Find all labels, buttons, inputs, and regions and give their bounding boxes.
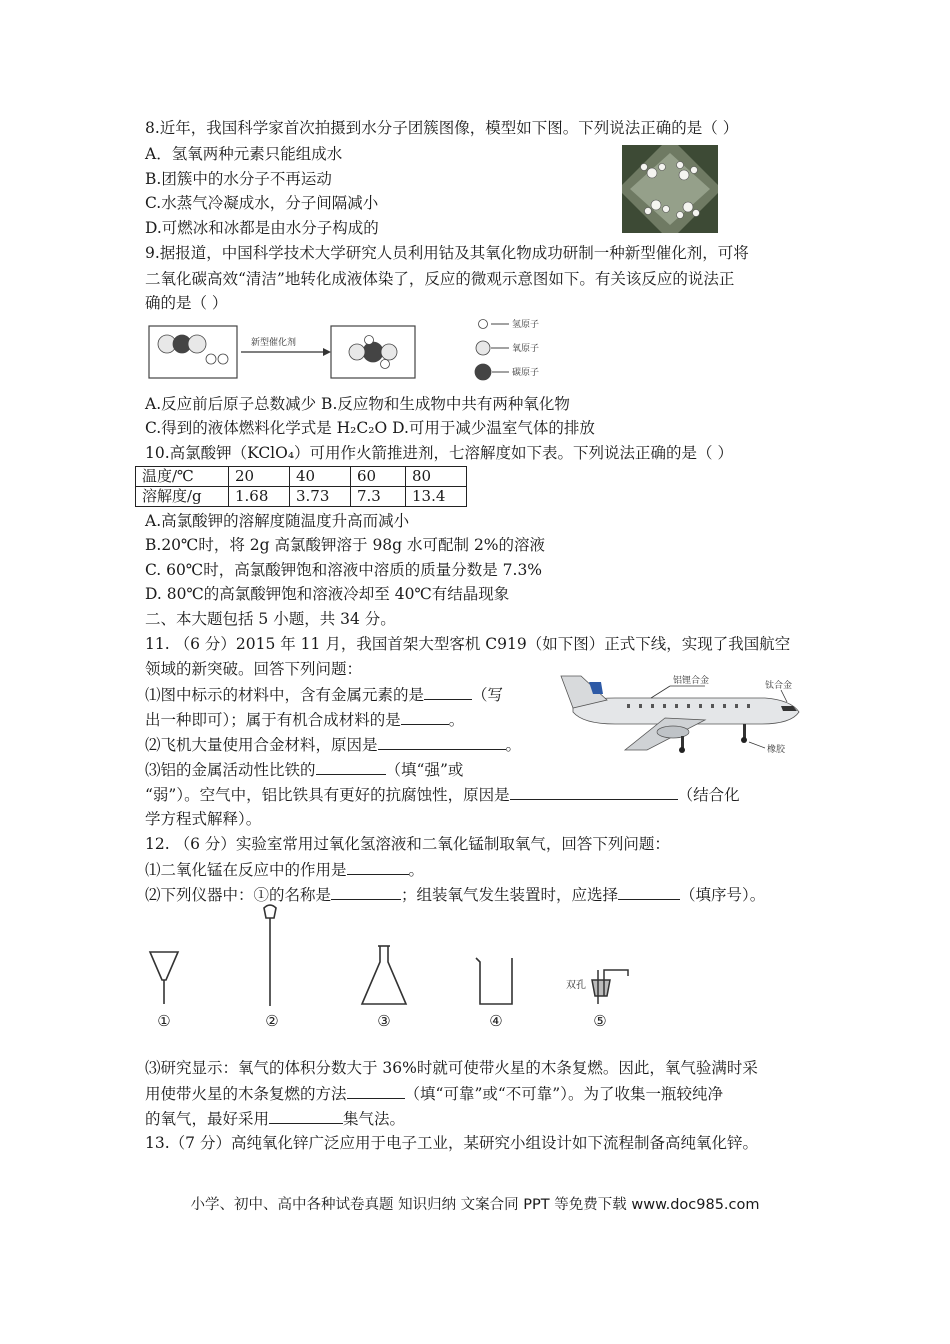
apparatus-num-5: ⑤ bbox=[593, 1012, 607, 1030]
c919-airplane-image bbox=[555, 668, 805, 758]
q11-q1-text2: 出一种即可）；属于有机合成材料的是 bbox=[145, 711, 401, 729]
water-cluster-image bbox=[622, 145, 718, 233]
catalyst-label: 新型催化剂 bbox=[251, 338, 297, 348]
table-row bbox=[136, 467, 467, 487]
solubility-table bbox=[135, 466, 467, 507]
q12-q3-text2: 的氧气，最好采用 bbox=[145, 1110, 270, 1128]
q9-stem-line1: 9.据报道，中国科学技术大学研究人员利用钴及其氧化物成功研制一种新型催化剂，可将 bbox=[145, 244, 749, 262]
q11-line8: 学方程式解释）。 bbox=[145, 810, 262, 828]
stopper-label: 双孔 bbox=[566, 980, 586, 991]
q12-q2-text: ⑵下列仪器中：①的名称是 bbox=[145, 886, 332, 904]
answer-blank[interactable] bbox=[347, 859, 409, 875]
two-hole-stopper-icon bbox=[592, 970, 628, 1004]
table-cell: 80 bbox=[406, 467, 467, 487]
apparatus-num-1: ① bbox=[157, 1012, 171, 1030]
q9-stem-line2: 二氧化碳高效“清洁”地转化成液体染了，反应的微观示意图如下。有关该反应的说法正 bbox=[145, 270, 735, 288]
label-al-li-alloy: 铝锂合金 bbox=[673, 676, 710, 686]
q8-stem: 8.近年，我国科学家首次拍摄到水分子团簇图像，模型如下图。下列说法正确的是（ ） bbox=[145, 119, 739, 137]
q8-option-a: A．氢氧两种元素只能组成水 bbox=[145, 145, 343, 163]
legend-carbon: 碳原子 bbox=[512, 368, 540, 378]
table-row bbox=[136, 487, 467, 507]
q12-line4: ⑶研究显示：氧气的体积分数大于 36%时就可使带火星的木条复燃。因此，氧气验满时采 bbox=[145, 1059, 758, 1077]
funnel-icon bbox=[150, 952, 178, 1004]
legend-oxygen: 氧原子 bbox=[512, 344, 540, 354]
q10-option-a: A.高氯酸钾的溶解度随温度升高而减小 bbox=[145, 512, 410, 530]
q10-option-b: B.20℃时，将 2g 高氯酸钾溶于 98g 水可配制 2%的溶液 bbox=[145, 536, 546, 554]
apparatus-num-4: ④ bbox=[489, 1012, 503, 1030]
q10-stem: 10.高氯酸钾（KClO₄）可用作火箭推进剂，七溶解度如下表。下列说法正确的是（ ） bbox=[145, 444, 733, 462]
answer-blank[interactable] bbox=[316, 759, 386, 775]
q11-line6 bbox=[145, 759, 463, 780]
lab-apparatus-image bbox=[140, 900, 640, 1040]
q12-line1: 12. （6 分）实验室常用过氧化氢溶液和二氧化锰制取氧气，回答下列问题： bbox=[145, 835, 670, 853]
q11-line7 bbox=[145, 784, 740, 805]
q11-q2-text: ⑵飞机大量使用合金材料，原因是 bbox=[145, 736, 378, 754]
reaction-diagram bbox=[145, 312, 565, 384]
q8-option-b: B.团簇中的水分子不再运动 bbox=[145, 170, 332, 188]
q13-line1: 13.（7 分）高纯氧化锌广泛应用于电子工业，某研究小组设计如下流程制备高纯氧化锌。 bbox=[145, 1134, 758, 1152]
q12-q2-text2: ；组装氧气发生装置时，应选择 bbox=[401, 886, 619, 904]
q11-q3-note: （填“强”或 bbox=[385, 761, 464, 779]
answer-blank[interactable] bbox=[510, 784, 678, 800]
section-two-heading: 二、本大题包括 5 小题，共 34 分。 bbox=[145, 610, 396, 628]
q8-option-d: D.可燃冰和冰都是由水分子构成的 bbox=[145, 219, 379, 237]
q12-q3-note: （填“可靠”或“不可靠”）。为了收集一瓶较纯净 bbox=[404, 1085, 723, 1103]
table-cell: 20 bbox=[229, 467, 290, 487]
label-rubber: 橡胶 bbox=[767, 745, 786, 755]
q11-q1-end: 。 bbox=[448, 711, 465, 729]
q11-q2-end: 。 bbox=[505, 736, 522, 754]
table-cell: 13.4 bbox=[406, 487, 467, 507]
table-cell: 40 bbox=[290, 467, 351, 487]
table-cell: 60 bbox=[351, 467, 406, 487]
q12-line5 bbox=[145, 1083, 723, 1104]
q10-option-c: C. 60℃时，高氯酸钾饱和溶液中溶质的质量分数是 7.3% bbox=[145, 561, 543, 579]
q12-line2 bbox=[145, 859, 424, 880]
table-cell: 1.68 bbox=[229, 487, 290, 507]
beaker-icon bbox=[476, 958, 512, 1004]
q11-line1: 11. （6 分）2015 年 11 月，我国首架大型客机 C919（如下图）正式下线，实现了我国航空 bbox=[145, 635, 791, 653]
q11-q3-text2: “弱”）。空气中，铝比铁具有更好的抗腐蚀性，原因是 bbox=[145, 786, 510, 804]
legend-hydrogen: 氢原子 bbox=[512, 320, 540, 330]
q12-q3-end: 集气法。 bbox=[343, 1110, 406, 1128]
q11-q1-text: ⑴图中标示的材料中，含有金属元素的是 bbox=[145, 686, 425, 704]
q11-line2: 领域的新突破。回答下列问题： bbox=[145, 660, 363, 678]
q11-line5 bbox=[145, 734, 521, 755]
q11-line3 bbox=[145, 684, 503, 705]
answer-blank[interactable] bbox=[401, 709, 449, 725]
label-ti-alloy: 钛合金 bbox=[765, 681, 793, 691]
q12-q2-note: （填序号）。 bbox=[680, 886, 766, 904]
answer-blank[interactable] bbox=[618, 884, 680, 900]
q11-q3-note2: （结合化 bbox=[677, 786, 740, 804]
page-footer: 小学、初中、高中各种试卷真题 知识归纳 文案合同 PPT 等免费下载 www.doc985.com bbox=[190, 1197, 760, 1213]
apparatus-num-3: ③ bbox=[377, 1012, 391, 1030]
answer-blank[interactable] bbox=[424, 684, 472, 700]
answer-blank[interactable] bbox=[269, 1108, 343, 1124]
q11-q3-text: ⑶铝的金属活动性比铁的 bbox=[145, 761, 316, 779]
table-cell: 溶解度/g bbox=[136, 487, 229, 507]
conical-flask-icon bbox=[362, 946, 406, 1004]
table-cell: 温度/℃ bbox=[136, 467, 229, 487]
q12-q3-text: 用使带火星的木条复燃的方法 bbox=[145, 1085, 347, 1103]
q8-option-c: C.水蒸气冷凝成水，分子间隔减小 bbox=[145, 194, 379, 212]
answer-blank[interactable] bbox=[347, 1083, 405, 1099]
long-neck-funnel-icon bbox=[264, 905, 276, 1006]
table-cell: 7.3 bbox=[351, 487, 406, 507]
q9-options-cd: C.得到的液体燃料化学式是 H₂C₂O D.可用于减少温室气体的排放 bbox=[145, 419, 595, 437]
q10-option-d: D. 80℃的高氯酸钾饱和溶液冷却至 40℃有结晶现象 bbox=[145, 585, 510, 603]
q9-stem-line3: 确的是（ ） bbox=[145, 294, 228, 312]
q12-line6 bbox=[145, 1108, 405, 1129]
q12-q1-text: ⑴二氧化锰在反应中的作用是 bbox=[145, 861, 347, 879]
apparatus-num-2: ② bbox=[265, 1012, 279, 1030]
table-cell: 3.73 bbox=[290, 487, 351, 507]
answer-blank[interactable] bbox=[331, 884, 401, 900]
q9-options-ab: A.反应前后原子总数减少 B.反应物和生成物中共有两种氧化物 bbox=[145, 395, 570, 413]
q12-q1-end: 。 bbox=[408, 861, 425, 879]
answer-blank[interactable] bbox=[378, 734, 506, 750]
q11-line4 bbox=[145, 709, 464, 730]
q11-q1-note: （写 bbox=[472, 686, 504, 704]
